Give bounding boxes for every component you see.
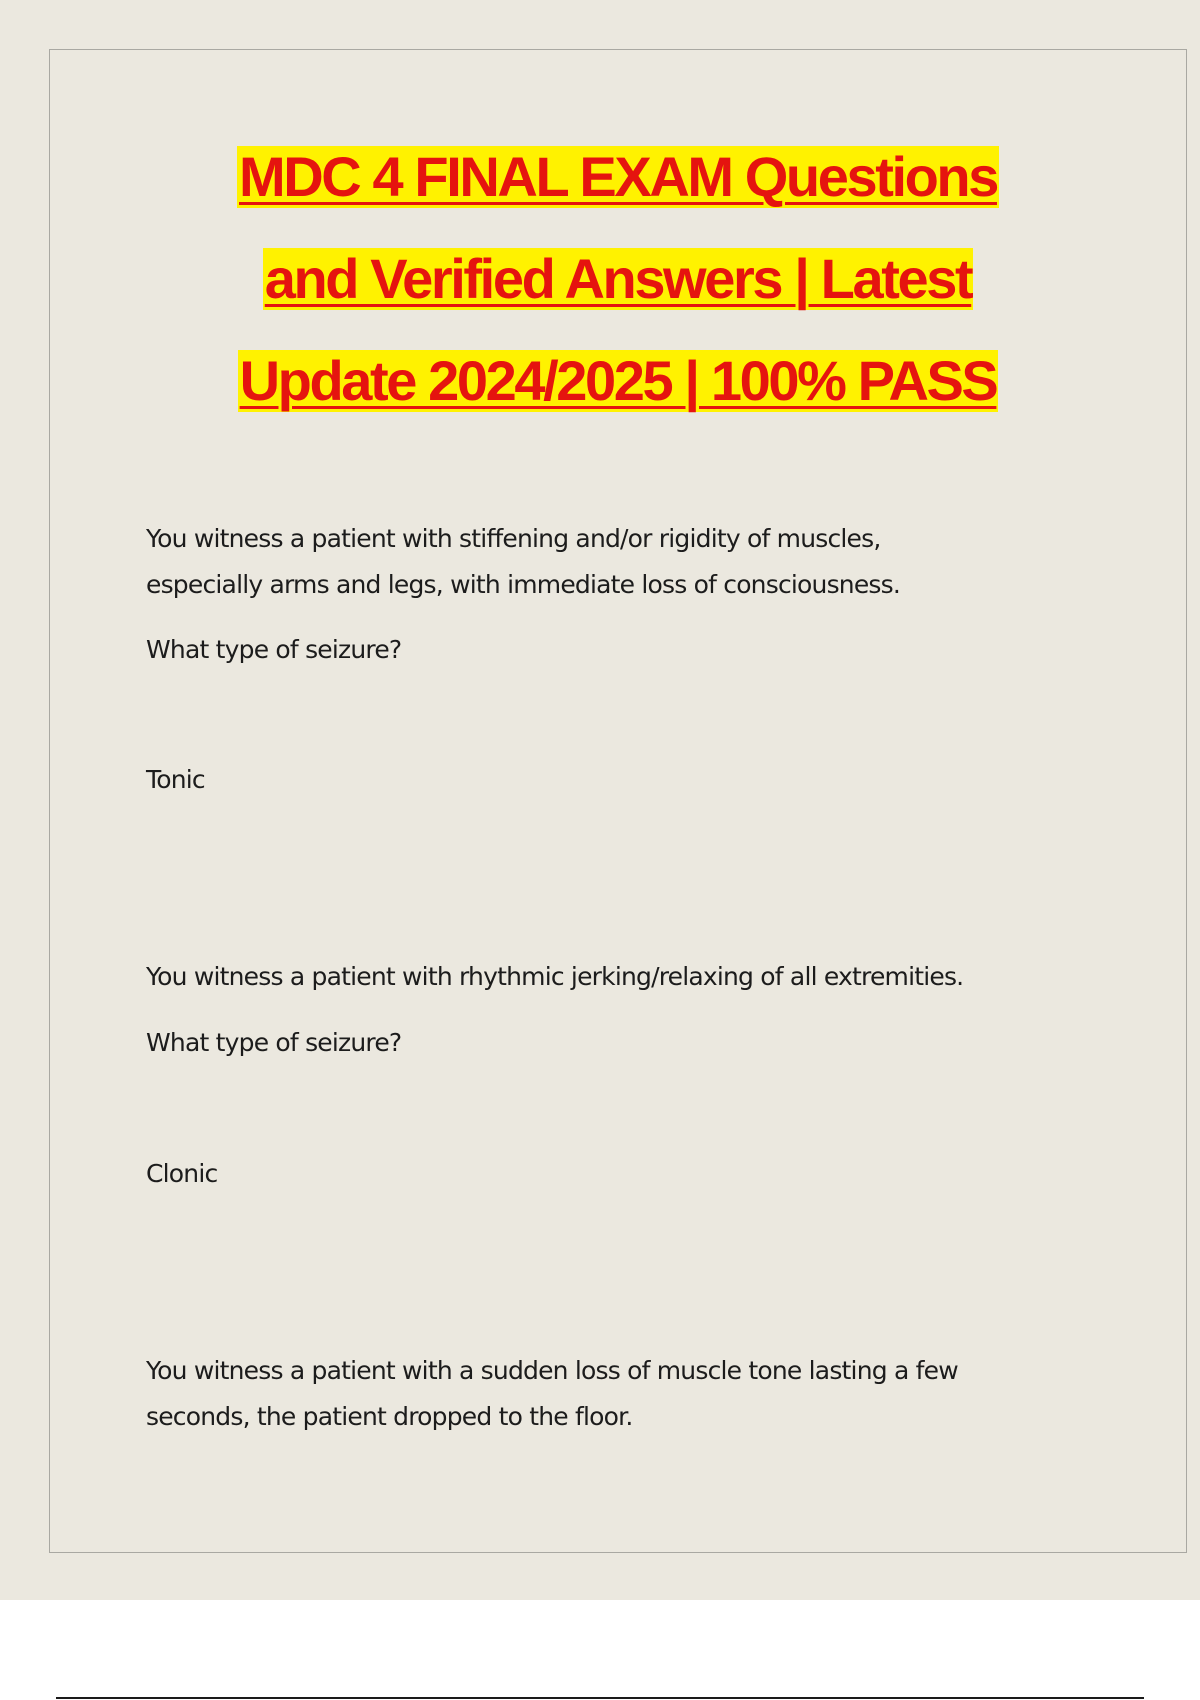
question-2-prompt: What type of seizure? [146, 1028, 402, 1057]
question-1-prompt: What type of seizure? [146, 635, 402, 664]
question-3-text-line-2: seconds, the patient dropped to the floor. [146, 1402, 633, 1431]
answer-1: Tonic [146, 765, 205, 794]
question-3-text-line-1: You witness a patient with a sudden loss of muscle tone lasting a few [146, 1356, 958, 1385]
answer-2: Clonic [146, 1159, 218, 1188]
title-line-3: Update 2024/2025 | 100% PASS [239, 349, 997, 412]
question-2-text: You witness a patient with rhythmic jerking/relaxing of all extremities. [146, 962, 964, 991]
question-1 [146, 516, 1086, 608]
question-3 [146, 1348, 1086, 1440]
question-1-text-line-1: You witness a patient with stiffening and/or rigidity of muscles, [146, 524, 881, 553]
title-line-2: and Verified Answers | Latest [264, 247, 972, 310]
title-line-1: MDC 4 FINAL EXAM Questions [239, 145, 997, 208]
document-title [49, 140, 1187, 446]
bottom-rule [56, 1697, 1144, 1699]
question-1-text-line-2: especially arms and legs, with immediate loss of consciousness. [146, 570, 901, 599]
